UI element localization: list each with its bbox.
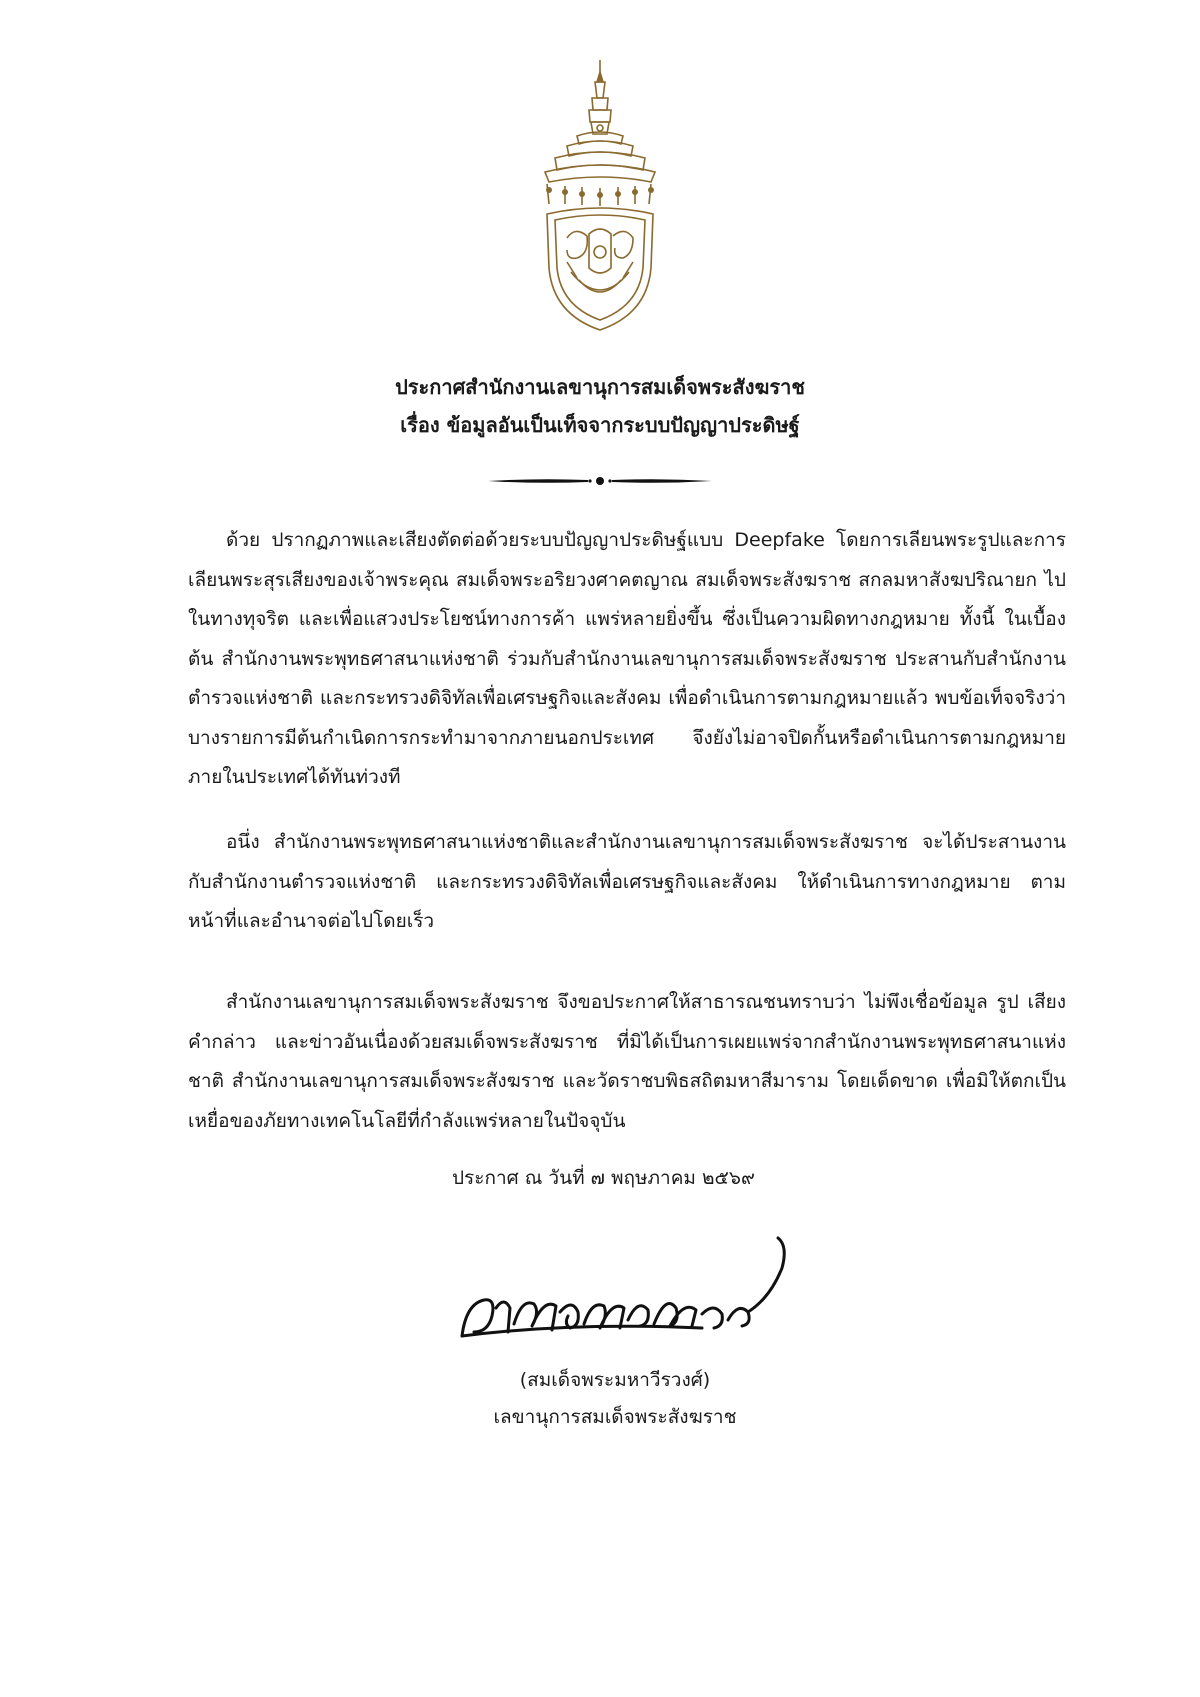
announcement-heading: ประกาศสำนักงานเลขานุการสมเด็จพระสังฆราช [395,375,805,399]
sangharaja-office-emblem-icon [537,58,663,334]
ornamental-divider [488,474,712,488]
body-paragraph: อนึ่ง สำนักงานพระพุทธศาสนาแห่งชาติและสำนักงานเลขานุการสมเด็จพระสังฆราช จะได้ประสานงานกับสำนักงานตำรวจแห่งชาติ และกระทรวงดิจิทัลเพื่อเศรษฐกิจและสังคม ให้ดำเนินการทางกฎหมาย ตามหน้าที่และอำนาจต่อไปโดยเร็ว [188,831,1066,932]
handwritten-signature [452,1228,832,1348]
body-paragraph: ด้วย ปรากฏภาพและเสียงตัดต่อด้วยระบบปัญญาประดิษฐ์แบบ Deepfake โดยการเลียนพระรูปและการเลียนพระสุรเสียงของเจ้าพระคุณ สมเด็จพระอริยวงศาคตญาณ สมเด็จพระสังฆราช สกลมหาสังฆปริณายก ไปในทางทุจริต และเพื่อแสวงประโยชน์ทางการค้า แพร่หลายยิ่งขึ้น ซึ่งเป็นความผิดทางกฎหมาย ทั้งนี้ ในเบื้องต้น สำนักงานพระพุทธศาสนาแห่งชาติ ร่วมกับสำนักงานเลขานุการสมเด็จพระสังฆราช ประสานกับสำนักงานตำรวจแห่งชาติ และกระทรวงดิจิทัลเพื่อเศรษฐกิจและสังคม เพื่อดำเนินการตามกฎหมายแล้ว พบข้อเท็จจริงว่า บางรายการมีต้นกำเนิดการกระทำมาจากภายนอกประเทศ จึงยังไม่อาจปิดกั้นหรือดำเนินการตามกฎหมายภายในประเทศได้ทันท่วงที [188,529,1066,788]
signer-name: (สมเด็จพระมหาวีรวงศ์) [519,1369,711,1391]
announcement-date: ประกาศ ณ วันที่ ๗ พฤษภาคม ๒๕๖๙ [452,1167,755,1189]
body-paragraph: สำนักงานเลขานุการสมเด็จพระสังฆราช จึงขอประกาศให้สาธารณชนทราบว่า ไม่พึงเชื่อข้อมูล รูป เสียง คำกล่าว และข่าวอันเนื่องด้วยสมเด็จพระสังฆราช ที่มิได้เป็นการเผยแพร่จากสำนักงานพระพุทธศาสนาแห่งชาติ สำนักงานเลขานุการสมเด็จพระสังฆราช และวัดราชบพิธสถิตมหาสีมาราม โดยเด็ดขาด เพื่อมิให้ตกเป็นเหยื่อของภัยทางเทคโนโลยีที่กำลังแพร่หลายในปัจจุบัน [188,991,1066,1132]
announcement-subject: เรื่อง ข้อมูลอันเป็นเท็จจากระบบปัญญาประดิษฐ์ [400,413,800,437]
signer-title: เลขานุการสมเด็จพระสังฆราช [493,1406,737,1428]
